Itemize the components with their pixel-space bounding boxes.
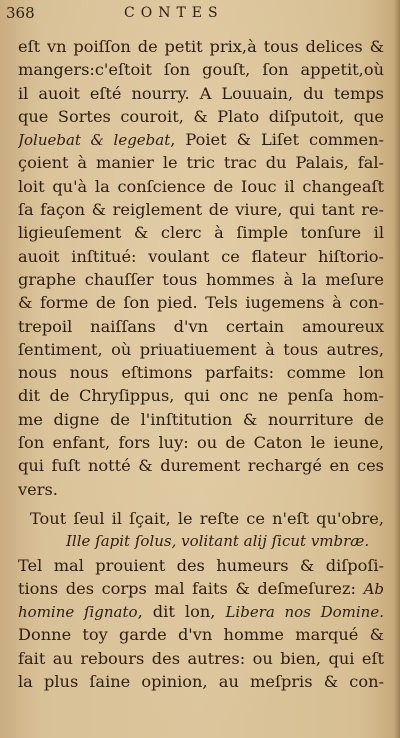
text-segment: , dit lon,: [137, 602, 226, 622]
text-segment: qui fuſt notté & durement rechargé en ces: [18, 456, 384, 476]
text-segment: ligieuſement & clerc à ſimple tonſure il: [18, 223, 384, 243]
text-line: [18, 647, 384, 670]
text-line: [18, 431, 384, 454]
page-gutter-shadow: [394, 0, 400, 738]
text-segment: tions des corps mal faits & deſmeſurez:: [18, 578, 364, 598]
text-segment: nous nous eſtimons parfaits: comme lon: [18, 363, 384, 383]
text-line: [18, 128, 384, 151]
italic-segment: Libera nos Domine.: [225, 603, 384, 622]
verse-line: [18, 530, 384, 553]
page-number: 368: [6, 4, 35, 22]
text-segment: eſt vn poiſſon de petit prix,à tous delices &: [18, 37, 384, 56]
text-segment: loit qu'à la conſcience de Iouc il changeaſt: [18, 176, 384, 196]
text-segment: ſon enfant, fors luy: ou de Caton le ieune,: [18, 433, 384, 453]
text-line: [18, 245, 384, 268]
text-line: [18, 670, 384, 693]
body-text: [18, 35, 384, 693]
running-title: CONTES: [124, 5, 224, 21]
text-segment: fait au rebours des autres: ou bien, qui eſt: [18, 648, 384, 668]
text-line: [18, 507, 384, 530]
text-line: [18, 361, 384, 384]
text-line: [18, 35, 384, 58]
text-line: [18, 623, 384, 646]
text-segment: , Poiet & Liſet commen-: [170, 130, 384, 150]
text-segment: trepoil naiſſans d'vn certain amoureux: [18, 316, 384, 336]
text-segment: Tout ſeul il ſçait, le reſte ce n'eſt qu'obre,: [30, 508, 384, 528]
text-line: [18, 408, 384, 431]
italic-segment: Joluebat & legebat: [18, 131, 171, 150]
italic-segment: homine ſignato: [18, 603, 138, 622]
text-segment: ſentiment, où priuatiuement à tous autres,: [18, 339, 384, 359]
text-segment: auoit inſtitué: voulant ce flateur hiſtorio-: [18, 246, 384, 266]
text-segment: Donne toy garde d'vn homme marqué &: [18, 625, 384, 645]
text-line: [18, 577, 384, 600]
text-line: [18, 554, 384, 577]
text-segment: mangers:c'eſtoit ſon gouſt, ſon appetit,où: [18, 60, 384, 80]
text-line: [18, 478, 384, 501]
text-line: [18, 151, 384, 174]
text-line: [18, 82, 384, 105]
page-header: [6, 4, 386, 26]
text-segment: & forme de ſon pied. Tels iugemens à con-: [18, 293, 384, 313]
text-line: [18, 338, 384, 361]
text-segment: il auoit eſté nourry. A Louuain, du temps: [18, 83, 384, 103]
text-segment: Ille ſapit ſolus, volitant alij ſicut vmbræ.: [66, 532, 370, 551]
text-line: [18, 198, 384, 221]
text-segment: çoient à manier le tric trac du Palais, fal-: [18, 153, 384, 173]
text-line: [18, 268, 384, 291]
text-segment: graphe chauſſer tous hommes à la meſure: [18, 269, 384, 289]
text-segment: la plus ſaine opinion, au meſpris & con-: [18, 672, 384, 692]
text-line: [18, 454, 384, 477]
text-line: [18, 105, 384, 128]
italic-segment: Ab: [363, 579, 384, 598]
text-segment: me digne de l'inſtitution & nourriture de: [18, 409, 384, 429]
text-segment: dit de Chryſippus, qui onc ne penſa hom-: [18, 386, 384, 406]
text-segment: ſa façon & reiglement de viure, qui tant re-: [18, 200, 384, 220]
text-line: [18, 384, 384, 407]
text-line: [18, 221, 384, 244]
text-line: [18, 175, 384, 198]
text-segment: que Sortes couroit, & Plato diſputoit, que: [18, 106, 384, 126]
text-line: [18, 600, 384, 623]
text-line: [18, 315, 384, 338]
text-segment: Tel mal prouient des humeurs & diſpoſi-: [18, 555, 384, 575]
text-segment: vers.: [18, 479, 58, 499]
text-line: [18, 291, 384, 314]
text-line: [18, 58, 384, 81]
